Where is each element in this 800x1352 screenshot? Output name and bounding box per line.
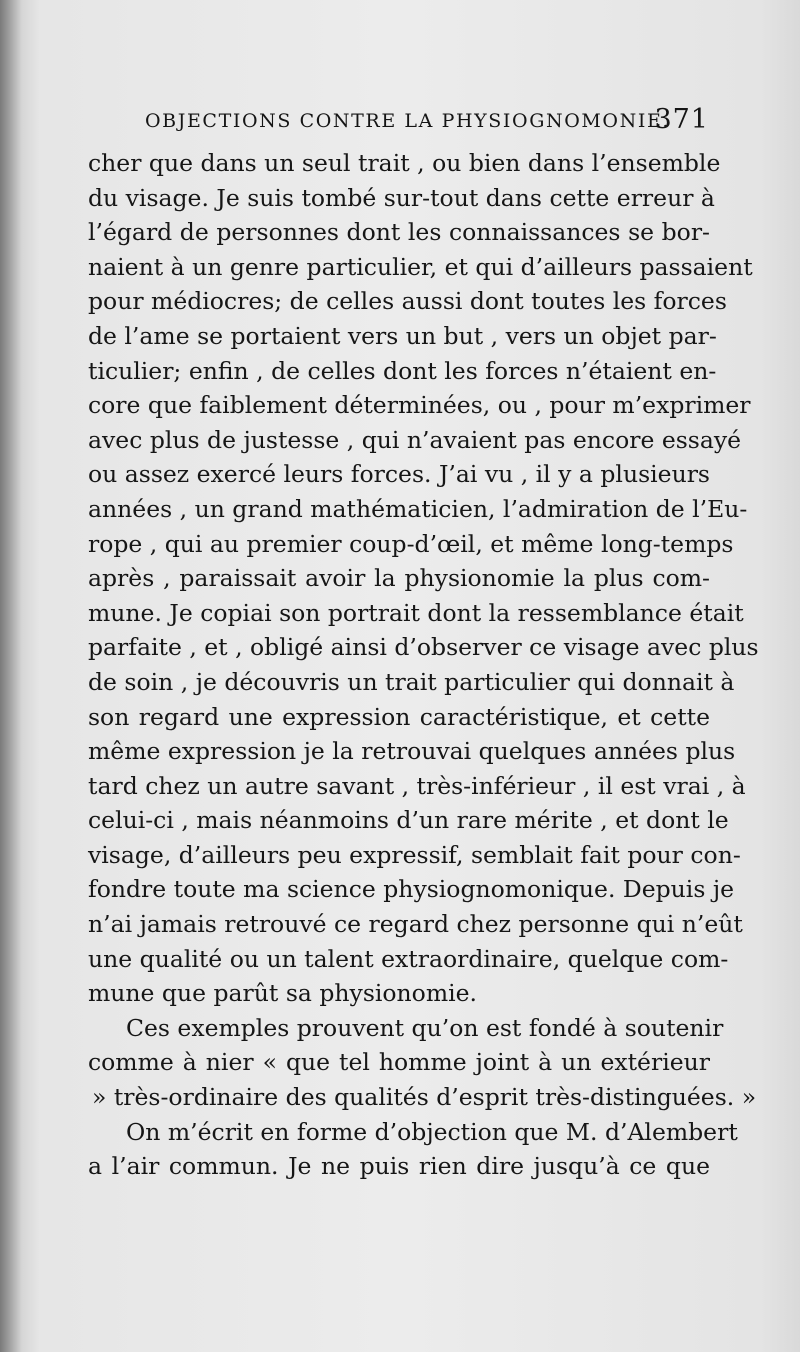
text-line: avec plus de justesse , qui n’avaient pas encore essayé bbox=[88, 425, 742, 454]
text-line: années , un grand mathématicien, l’admiration de l’Eu- bbox=[88, 494, 748, 523]
body-text bbox=[88, 146, 759, 1184]
text-line: tard chez un autre savant , très-inférieur , il est vrai , à bbox=[88, 771, 746, 800]
text-line: naient à un genre particulier, et qui d’ailleurs passaient bbox=[88, 252, 753, 281]
paragraph-start-line: Ces exemples prouvent qu’on est fondé à soutenir bbox=[126, 1013, 724, 1042]
text-line: de l’ame se portaient vers un but , vers un objet par- bbox=[88, 321, 717, 350]
text-line: ou assez exercé leurs forces. J’ai vu , il y a plusieurs bbox=[88, 460, 710, 489]
text-line: rope , qui au premier coup-d’œil, et même long-temps bbox=[88, 529, 734, 558]
text-line: une qualité ou un talent extraordinaire, quelque com- bbox=[88, 944, 729, 973]
paragraph-end-line: mune que parût sa physionomie. bbox=[88, 979, 478, 1008]
text-line: de soin , je découvris un trait particulier qui donnait à bbox=[88, 667, 735, 696]
text-line: mune. Je copiai son portrait dont la ressemblance était bbox=[88, 598, 744, 627]
text-line: parfaite , et , obligé ainsi d’observer ce visage avec plus bbox=[88, 633, 759, 662]
text-line: celui-ci , mais néanmoins d’un rare mérite , et dont le bbox=[88, 806, 729, 835]
text-line: n’ai jamais retrouvé ce regard chez personne qui n’eût bbox=[88, 910, 743, 939]
text-line: visage, d’ailleurs peu expressif, semblait fait pour con- bbox=[88, 840, 741, 869]
text-line: l’égard de personnes dont les connaissances se bor- bbox=[88, 218, 710, 247]
text-line: après , paraissait avoir la physionomie la plus com- bbox=[88, 564, 710, 593]
running-title: OBJECTIONS CONTRE LA PHYSIOGNOMONIE. bbox=[145, 110, 671, 132]
text-line: a l’air commun. Je ne puis rien dire jusqu’à ce que bbox=[88, 1152, 710, 1181]
text-line: même expression je la retrouvai quelques années plus bbox=[88, 737, 736, 766]
paragraph-start-line: On m’écrit en forme d’objection que M. d’Alembert bbox=[126, 1117, 738, 1146]
running-header bbox=[145, 104, 715, 140]
text-line: comme à nier « que tel homme joint à un extérieur bbox=[88, 1048, 710, 1077]
text-line: du visage. Je suis tombé sur-tout dans cette erreur à bbox=[88, 183, 715, 212]
text-line: cher que dans un seul trait , ou bien dans l’ensemble bbox=[88, 149, 721, 177]
text-line: pour médiocres; de celles aussi dont toutes les forces bbox=[88, 287, 727, 316]
page-number: 371 bbox=[654, 104, 709, 135]
text-line: son regard une expression caractéristique, et cette bbox=[88, 702, 710, 731]
quote-end-line: » très-ordinaire des qualités d’esprit très-distinguées. » bbox=[92, 1083, 757, 1112]
text-line: core que faiblement déterminées, ou , pour m’exprimer bbox=[88, 391, 751, 420]
text-line: ticulier; enfin , de celles dont les forces n’étaient en- bbox=[88, 356, 717, 385]
text-line: fondre toute ma science physiognomonique. Depuis je bbox=[88, 875, 735, 904]
